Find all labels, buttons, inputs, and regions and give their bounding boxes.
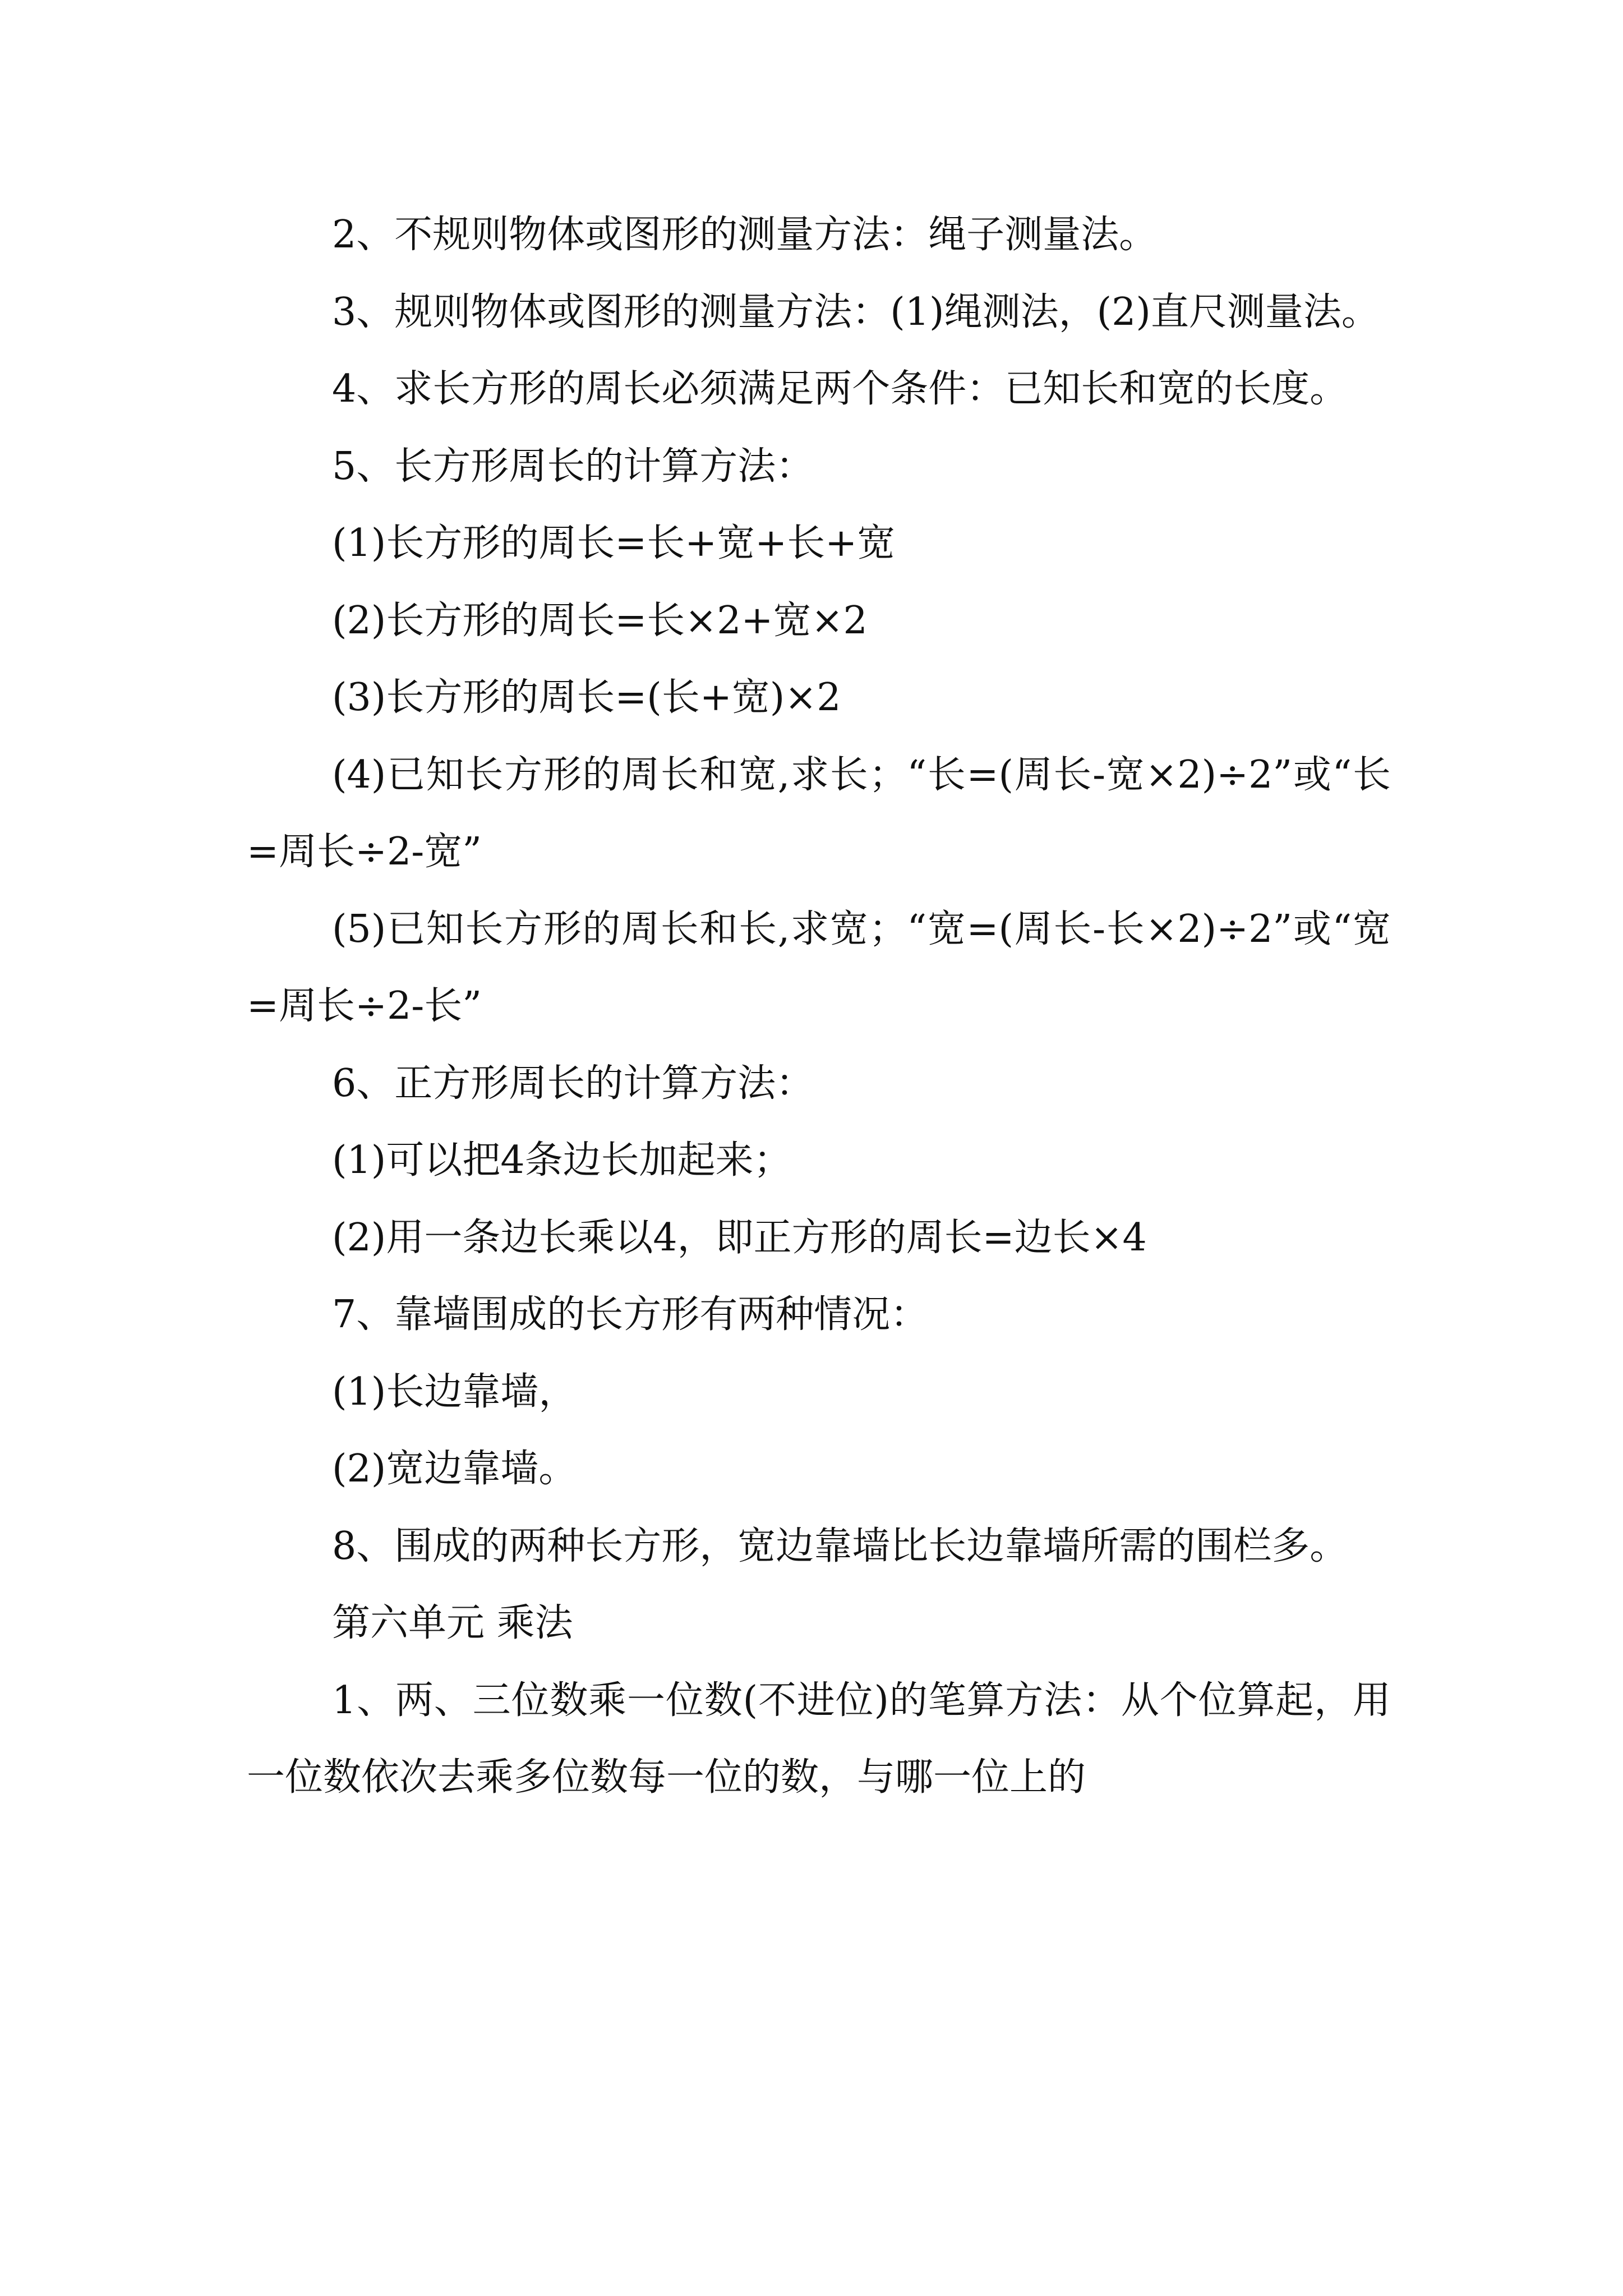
paragraph: (1)长边靠墙， bbox=[332, 1369, 577, 1414]
paragraph: 7、靠墙围成的长方形有两种情况： bbox=[332, 1292, 929, 1337]
paragraph: (1)长方形的周长=长+宽+长+宽 bbox=[332, 521, 896, 565]
paragraph: 3、规则物体或图形的测量方法：(1)绳测法，(2)直尺测量法。 bbox=[332, 289, 1380, 334]
paragraph: (5)已知长方形的周长和长,求宽；“宽=(周长-长×2)÷2”或“宽=周长÷2-长” bbox=[247, 907, 1391, 1028]
paragraph: 1、两、三位数乘一位数(不进位)的笔算方法：从个位算起，用一位数依次去乘多位数每一位的数，与哪一位上的 bbox=[247, 1678, 1391, 1800]
paragraph: (1)可以把4条边长加起来； bbox=[332, 1138, 792, 1182]
paragraph: 4、求长方形的周长必须满足两个条件：已知长和宽的长度。 bbox=[332, 367, 1348, 411]
document-body bbox=[247, 196, 1391, 1816]
paragraph: (2)宽边靠墙。 bbox=[332, 1447, 577, 1491]
paragraph: 8、围成的两种长方形，宽边靠墙比长边靠墙所需的围栏多。 bbox=[332, 1524, 1348, 1568]
paragraph: (2)长方形的周长=长×2+宽×2 bbox=[332, 598, 868, 643]
paragraph: 5、长方形周长的计算方法： bbox=[332, 444, 814, 489]
paragraph: (2)用一条边长乘以4，即正方形的周长=边长×4 bbox=[332, 1215, 1147, 1260]
paragraph: (4)已知长方形的周长和宽,求长；“长=(周长-宽×2)÷2”或“长=周长÷2-宽” bbox=[247, 752, 1391, 874]
section-heading: 第六单元 乘法 bbox=[332, 1601, 573, 1645]
paragraph: 6、正方形周长的计算方法： bbox=[332, 1061, 814, 1106]
paragraph: 2、不规则物体或图形的测量方法：绳子测量法。 bbox=[332, 213, 1158, 257]
paragraph: (3)长方形的周长=(长+宽)×2 bbox=[332, 675, 841, 720]
